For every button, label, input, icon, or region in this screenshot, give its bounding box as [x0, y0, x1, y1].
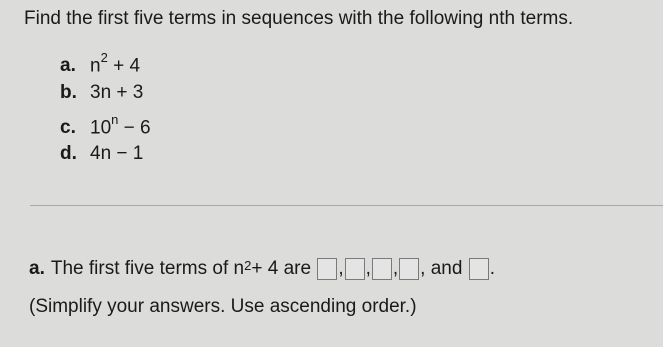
answer-expr-rest: + 4 [251, 258, 279, 279]
answer-expr-base: n [233, 258, 245, 279]
sequence-item-c [60, 114, 151, 139]
expr-base: n [90, 55, 101, 77]
expr-exponent: 2 [100, 50, 108, 65]
sequence-item-d [60, 143, 143, 165]
instructions: (Simplify your answers. Use ascending order.) [29, 296, 417, 317]
separator-comma: , [365, 258, 371, 279]
expr-exponent: n [111, 112, 119, 127]
sequence-item-b [60, 82, 143, 104]
and-text: , and [420, 258, 463, 279]
answer-expr-exponent: 2 [244, 257, 252, 273]
part-label: b. [60, 82, 77, 103]
part-label: a. [60, 55, 76, 77]
part-label: c. [60, 117, 76, 139]
part-label: d. [60, 143, 77, 164]
answer-label: a. [29, 258, 45, 279]
expr-rest: − 6 [118, 117, 151, 139]
separator-comma: , [338, 258, 344, 279]
question-title: Find the first five terms in sequences with the following nth terms. [24, 8, 574, 29]
answer-text: The first five terms of [50, 258, 229, 279]
answer-input-3[interactable] [372, 258, 392, 280]
sequence-item-a [60, 52, 140, 77]
period: . [489, 258, 495, 279]
expr-base: 3n + 3 [90, 82, 144, 103]
section-divider [30, 205, 663, 206]
answer-line [29, 258, 495, 280]
answer-input-2[interactable] [345, 258, 365, 280]
answer-input-5[interactable] [469, 258, 489, 280]
expr-rest: + 4 [107, 55, 141, 77]
answer-input-4[interactable] [399, 258, 419, 280]
separator-comma: , [392, 258, 399, 279]
answer-input-1[interactable] [317, 258, 337, 280]
expr-base: 4n − 1 [90, 143, 144, 164]
answer-are-text: are [283, 258, 312, 279]
expr-base: 10 [90, 117, 112, 139]
